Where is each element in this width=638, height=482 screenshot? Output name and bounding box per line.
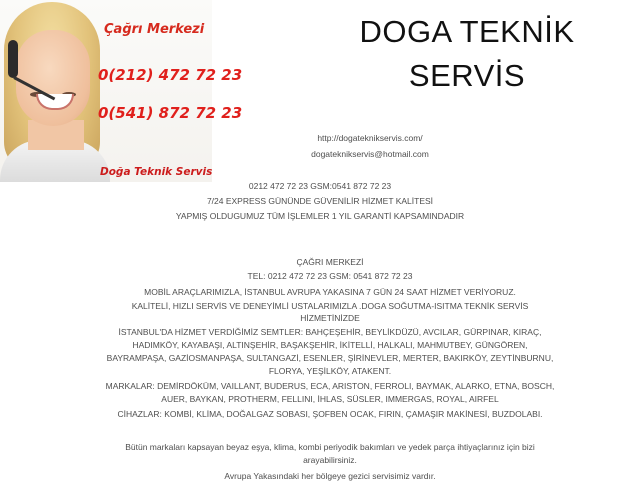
body-maintenance-line-2: arayabilirsiniz.	[303, 455, 357, 465]
page-title-line-2: SERVİS	[408, 58, 526, 93]
body-quality-line-1: KALİTELİ, HIZLI SERVİS VE DENEYİMLİ USTALARIMIZLA .DOGA SOĞUTMA-ISITMA TEKNİK SERVİS	[131, 301, 529, 311]
info-warranty: YAPMIŞ OLDUGUMUZ TÜM İŞLEMLER 1 YIL GARANTİ KAPSAMINDADIR	[175, 211, 465, 221]
body-brands-line-1: MARKALAR: DEMİRDÖKÜM, VAILLANT, BUDERUS, ECA, ARISTON, FERROLI, BAYMAK, ALARKO, ETNA, BOSCH,	[105, 381, 555, 391]
section-heading: ÇAĞRI MERKEZİ	[296, 257, 364, 267]
info-express: 7/24 EXPRESS GÜNÜNDE GÜVENİLİR HİZMET KALİTESİ	[206, 196, 434, 206]
body-quality-line-2: HİZMETİNİZDE	[300, 313, 360, 323]
phone-number-2: 0(541) 872 72 23	[98, 104, 243, 122]
page-title-line-1: DOGA TEKNİK	[359, 14, 575, 49]
operator-smile	[36, 94, 74, 110]
headset-icon	[8, 40, 18, 78]
body-mobile-service-note: Avrupa Yakasındaki her bölgeye gezici servisimiz vardır.	[224, 471, 436, 481]
body-areas-line-3: BAYRAMPAŞA, GAZİOSMANPAŞA, SULTANGAZİ, ESENLER, ŞİRİNEVLER, MERTER, BAKIRKÖY, ZEYTİNBURNU,	[106, 353, 554, 363]
body-devices: CİHAZLAR: KOMBİ, KLİMA, DOĞALGAZ SOBASI, ŞOFBEN OCAK, FIRIN, ÇAMAŞIR MAKİNESİ, BUZDOLABI.	[117, 409, 543, 419]
operator-face	[16, 30, 90, 126]
phone-number-1: 0(212) 472 72 23	[98, 66, 243, 84]
body-areas-line-2: HADIMKÖY, KAYABAŞI, ALTINŞEHİR, BAŞAKŞEHİR, İKİTELLİ, HALKALI, MAHMUTBEY, GÜNGÖREN,	[132, 340, 528, 350]
call-center-photo	[0, 0, 243, 182]
body-mobile-service: MOBİL ARAÇLARIMIZLA, İSTANBUL AVRUPA YAKASINA 7 GÜN 24 SAAT HİZMET VERİYORUZ.	[144, 287, 516, 297]
brand-signature: Doğa Teknik Servis	[100, 166, 213, 178]
website-link[interactable]: http://dogateknikservis.com/	[317, 133, 423, 143]
body-maintenance-line-1: Bütün markaları kapsayan beyaz eşya, klima, kombi periyodik bakımları ve yedek parça ihtiyaçlarınız için bizi	[125, 442, 535, 452]
body-tel: TEL: 0212 472 72 23 GSM: 0541 872 72 23	[247, 271, 413, 281]
body-brands-line-2: AUER, BAYKAN, PROTHERM, FELLINI, İHLAS, SÜSLER, IMMERGAS, ROYAL, AIRFEL	[161, 394, 499, 404]
info-phones: 0212 472 72 23 GSM:0541 872 72 23	[248, 181, 392, 191]
body-areas-line-1: İSTANBUL'DA HİZMET VERDİĞİMİZ SEMTLER: BAHÇEŞEHİR, BEYLİKDÜZÜ, AVCILAR, GÜRPINAR, KIRAÇ,	[118, 327, 542, 337]
body-areas-line-4: FLORYA, YEŞİLKÖY, ATAKENT.	[268, 366, 392, 376]
call-center-label: Çağrı Merkezi	[104, 22, 205, 37]
email-link[interactable]: dogateknikservis@hotmail.com	[311, 149, 429, 159]
